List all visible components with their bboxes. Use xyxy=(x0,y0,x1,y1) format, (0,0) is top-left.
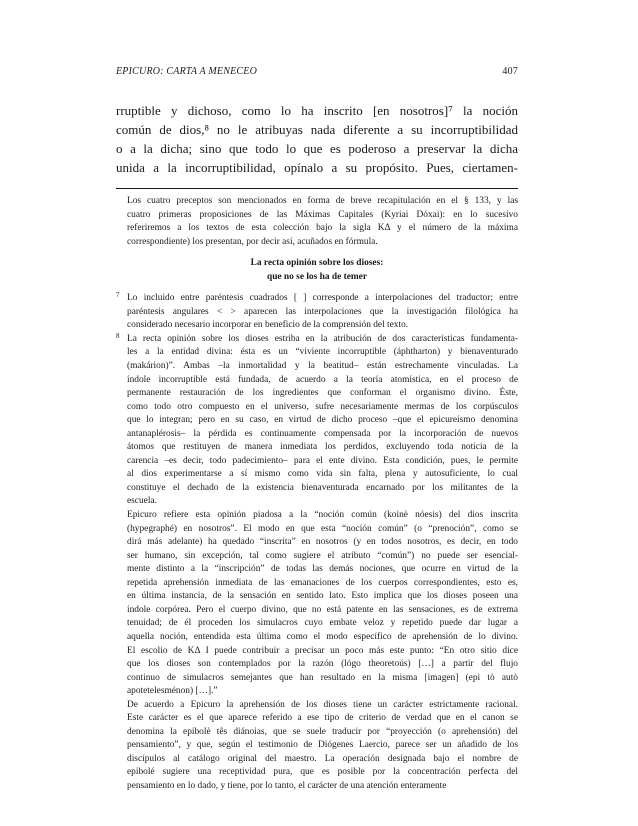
footnote-line: al dios experimentarse a sí mismo como vida sin falta, plena y autosuficiente, lo cual xyxy=(127,469,518,480)
footnote-line: carencia –es decir, todo padecimiento– para el ente divino. Esta condición, pues, le permite xyxy=(127,455,518,466)
footnote-line: discípulos al catálogo original del maestro. La operación designada bajo el nombre de xyxy=(127,753,518,764)
footnote-line: mente distinto a la “inscripción” de todas las demás nociones, que ocurre en virtud de la xyxy=(127,564,518,575)
footnote-line: antanaplérosis– la pérdida es continuamente compensada por la incorporación de nuevos xyxy=(127,428,518,439)
footnote-line: pensamiento”, y que, según el testimonio de Diógenes Laercio, parece ser un añadido de los xyxy=(127,740,518,751)
footnote-line: ser humano, sin excepción, tal como sugiere el atributo “común”) no puede ser esencial- xyxy=(127,550,518,561)
footnote-line: (makárion)”. Ambas –la inmortalidad y la beatitud– están estrechamente vinculadas. La xyxy=(127,361,518,372)
note-line: cuatro primeras proposiciones de las Máximas Capitales (Kyriai Dóxai): en lo sucesivo xyxy=(127,209,518,220)
footnote-line: índole incorruptible está fundada, de acuerdo a la teoría atomística, en el proceso de xyxy=(127,374,518,385)
note-line: Los cuatro preceptos son mencionados en forma de breve recapitulación en el § 133, y las xyxy=(127,196,518,206)
footnote-line: Epicuro refiere esta opinión piadosa a la “noción común (koinè nóesis) del dios inscrita xyxy=(127,510,518,521)
footnote-line: constituye el dechado de la existencia bienaventurada encarnado por los militantes de la xyxy=(127,482,518,493)
footnote-line: repetida aprehensión inmediata de las emanaciones de los cuerpos correspondientes, esto es, xyxy=(127,577,518,588)
footnote-separator xyxy=(116,188,518,189)
footnote-line: pensamiento en lo dado, y tiene, por lo tanto, el carácter de una atención enteramente xyxy=(127,780,447,791)
main-text-line: común de dios,⁸ no le atribuyas nada diferente a su incorruptibilidad xyxy=(116,122,518,137)
main-text-line: unida a la incorruptibilidad, opínalo a su propósito. Pues, ciertamen- xyxy=(116,160,518,175)
footnote-line: Este carácter es el que aparece referido a ese tipo de criterio de verdad que en el canon se xyxy=(127,713,518,724)
footnote-line: dirá más adelante) ha quedado “inscrita” en nosotros (y en todos nosotros, es decir, en todo xyxy=(127,537,518,548)
note-line: correspondiente) los presentan, por decir así, acuñados en fórmula. xyxy=(127,236,378,247)
footnote-line: considerado necesario incorporar en beneficio de la comprensión del texto. xyxy=(127,320,409,331)
footnote-line: apotetelesménon) […].” xyxy=(127,686,218,697)
footnote-line: como todo otro compuesto en el universo, sufre necesariamente mermas de los corpúsculos xyxy=(127,401,518,412)
footnote-line: átomos que restituyen de manera inmediata los perdidos, excluyendo toda noticia de la xyxy=(127,442,518,453)
section-heading: La recta opinión sobre los dioses: xyxy=(250,258,384,269)
footnote-line: escuela. xyxy=(127,496,157,507)
footnote-line: El escolio de KΔ I puede contribuir a precisar un poco más este punto: “En otro sitio dice xyxy=(127,645,518,656)
footnote-8 xyxy=(116,333,518,794)
footnote-line: De acuerdo a Epicuro la aprehensión de los dioses tiene un carácter estrictamente racional. xyxy=(127,699,518,710)
footnote-line: paréntesis angulares < > aparecen las interpolaciones que la investigación filológica ha xyxy=(127,306,518,317)
section-heading: que no se los ha de temer xyxy=(267,271,367,282)
footnote-marker: 8 xyxy=(116,331,120,340)
main-text xyxy=(116,101,518,177)
running-title: EPICURO: CARTA A MENECEO xyxy=(116,66,257,77)
continued-note xyxy=(116,195,518,249)
book-page xyxy=(116,0,518,826)
footnote-line: tenuidad; de él proceden los simulacros cuyo embate veloz y repetido puede dar lugar a xyxy=(127,618,518,629)
footnote-line: les a la entidad divina: ésta es un “viviente incorruptible (áphtharton) y bienaventurado xyxy=(127,347,518,358)
footnote-line: aquella noción, entendida esta última como el modo específico de aprehensión de lo divino. xyxy=(127,631,518,642)
footnote-line: Lo incluido entre paréntesis cuadrados [ ] corresponde a interpolaciones del traductor; entre xyxy=(127,293,518,304)
footnote-line: epibolé sugiere una receptividad pura, que es posible por la concentración perfecta del xyxy=(127,767,518,778)
footnote-marker: 7 xyxy=(116,291,120,300)
main-text-line: o a la dicha; sino que todo lo que es poderoso a preservar la dicha xyxy=(116,141,518,156)
note-line: referiremos a los textos de esta colección bajo la sigla KΔ y el número de la máxima xyxy=(127,223,518,234)
footnotes xyxy=(116,195,518,794)
footnote-line: en última instancia, de la sensación en sentido lato. Esto implica que los dioses poseen una xyxy=(127,591,518,602)
page-number: 407 xyxy=(502,66,518,77)
footnote-line: que los dioses son contemplados por la razón (lógo theoretoús) […] a partir del flujo xyxy=(127,659,518,670)
main-text-line: rruptible y dichoso, como lo ha inscrito [en nosotros]⁷ la noción xyxy=(116,103,518,118)
footnote-line: continuo de simulacros semejantes que han resultado en la misma [imagen] (epì tò autò xyxy=(127,672,518,683)
footnote-line: permanente restauración de los ingredientes que conforman el organismo divino. Éste, xyxy=(127,388,518,399)
footnote-line: La recta opinión sobre los dioses estriba en la atribución de dos características fundamenta- xyxy=(127,333,518,344)
footnote-line: denomina la epibolè tês diánoias, que se suele traducir por “proyección (o aprehensión) del xyxy=(127,726,518,737)
footnote-line: (hypegraphé) en nosotros”. El modo en que esta “noción común” (o “prenoción”, como se xyxy=(127,523,518,534)
footnote-line: índole corpórea. Pero el cuerpo divino, que no está patente en las sensaciones, es de extrema xyxy=(127,604,518,615)
footnote-line: que lo integran; pero en su caso, en virtud de dicho proceso –que el epicureísmo denomina xyxy=(127,415,518,426)
running-head xyxy=(116,66,518,80)
footnote-7 xyxy=(116,292,518,333)
